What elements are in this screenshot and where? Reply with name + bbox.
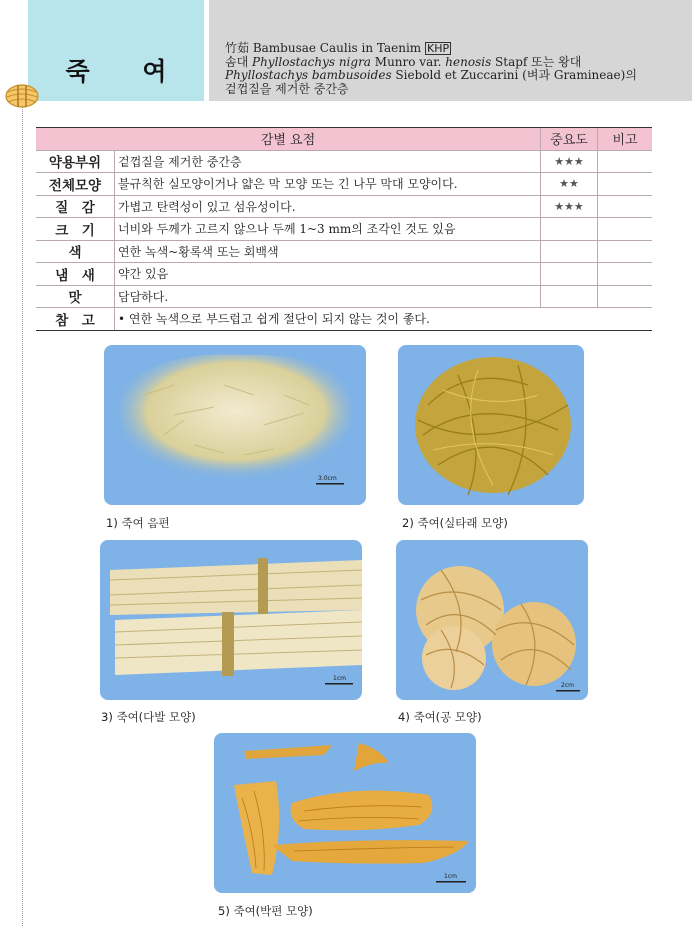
row-importance: ★★★	[541, 195, 598, 218]
variety-name: henosis	[445, 54, 492, 69]
row-importance: ★★	[541, 173, 598, 196]
species-name: Phyllostachys bambusoides	[225, 68, 392, 82]
row-note	[598, 285, 653, 308]
header-info-box	[209, 0, 692, 101]
row-desc: 연한 녹색~황록색 또는 회백색	[115, 240, 541, 263]
header-importance: 중요도	[541, 128, 598, 151]
row-note	[598, 263, 653, 286]
scale-label: 3.0cm	[318, 475, 337, 482]
row-note	[598, 240, 653, 263]
skein-image	[398, 345, 584, 505]
species-name: Phyllostachys nigra	[252, 54, 371, 69]
row-desc: 담담하다.	[115, 285, 541, 308]
row-note	[598, 218, 653, 241]
row-importance: ★★★	[541, 150, 598, 173]
table-row	[36, 240, 652, 263]
photo-bundle	[100, 540, 362, 700]
photo-balls	[396, 540, 588, 700]
row-note	[598, 195, 653, 218]
khp-badge: KHP	[427, 42, 450, 55]
row-label: 맛	[36, 285, 115, 308]
row-importance	[541, 240, 598, 263]
bundle-image	[100, 540, 362, 700]
row-desc: 약간 있음	[115, 263, 541, 286]
table-row	[36, 173, 652, 196]
caption-1: 1) 죽여 음편	[106, 516, 170, 530]
origin-text: 겉껍질을 제거한 중간층	[225, 81, 349, 96]
origin-text: Stapf 또는 왕대	[491, 54, 582, 69]
row-label: 약용부위	[36, 150, 115, 173]
shavings-image	[104, 345, 366, 505]
table-row	[36, 285, 652, 308]
table-row	[36, 218, 652, 241]
row-label: 크 기	[36, 218, 115, 241]
origin-text: Siebold et Zuccarini (벼과 Gramineae)의	[391, 68, 637, 82]
row-importance	[541, 263, 598, 286]
row-desc: • 연한 녹색으로 부드럽고 쉽게 절단이 되지 않는 것이 좋다.	[115, 308, 653, 331]
page-title: 죽 여	[65, 57, 189, 86]
row-label: 색	[36, 240, 115, 263]
photo-flakes	[214, 733, 476, 893]
origin-text: 솜대	[225, 54, 252, 69]
origin-text: Munro var.	[370, 54, 446, 69]
row-label: 냄 새	[36, 263, 115, 286]
scale-label: 1cm	[333, 675, 346, 682]
row-desc: 가볍고 탄력성이 있고 섬유성이다.	[115, 195, 541, 218]
bundle-logo-icon	[2, 80, 42, 110]
row-note	[598, 173, 653, 196]
caption-2: 2) 죽여(실타래 모양)	[402, 516, 508, 530]
row-importance	[541, 218, 598, 241]
row-desc: 너비와 두께가 고르지 않으나 두께 1~3 mm의 조각인 것도 있음	[115, 218, 541, 241]
title-box	[28, 0, 204, 101]
table-row	[36, 263, 652, 286]
identification-table	[36, 127, 652, 331]
header-key-points: 감별 요점	[36, 128, 541, 151]
table-row	[36, 195, 652, 218]
caption-4: 4) 죽여(공 모양)	[398, 710, 482, 724]
row-desc: 겉껍질을 제거한 중간층	[115, 150, 541, 173]
scale-label: 1cm	[444, 873, 457, 880]
table-header-row	[36, 128, 652, 151]
caption-3: 3) 죽여(다발 모양)	[101, 710, 196, 724]
photo-skein	[398, 345, 584, 505]
caption-5: 5) 죽여(박편 모양)	[218, 904, 313, 918]
row-label: 질 감	[36, 195, 115, 218]
table-row	[36, 308, 652, 331]
row-label: 전체모양	[36, 173, 115, 196]
header-remarks: 비고	[598, 128, 653, 151]
balls-image	[396, 540, 588, 700]
margin-dotted-line	[22, 88, 23, 926]
scale-label: 2cm	[561, 682, 574, 689]
row-importance	[541, 285, 598, 308]
flakes-image	[214, 733, 476, 893]
photo-slices	[104, 345, 366, 505]
table-row	[36, 150, 652, 173]
row-desc: 불규칙한 실모양이거나 얇은 막 모양 또는 긴 나무 막대 모양이다.	[115, 173, 541, 196]
row-label: 참 고	[36, 308, 115, 331]
row-note	[598, 150, 653, 173]
header-description	[225, 42, 685, 96]
latin-name: 竹茹 Bambusae Caulis in Taenim	[225, 41, 425, 55]
